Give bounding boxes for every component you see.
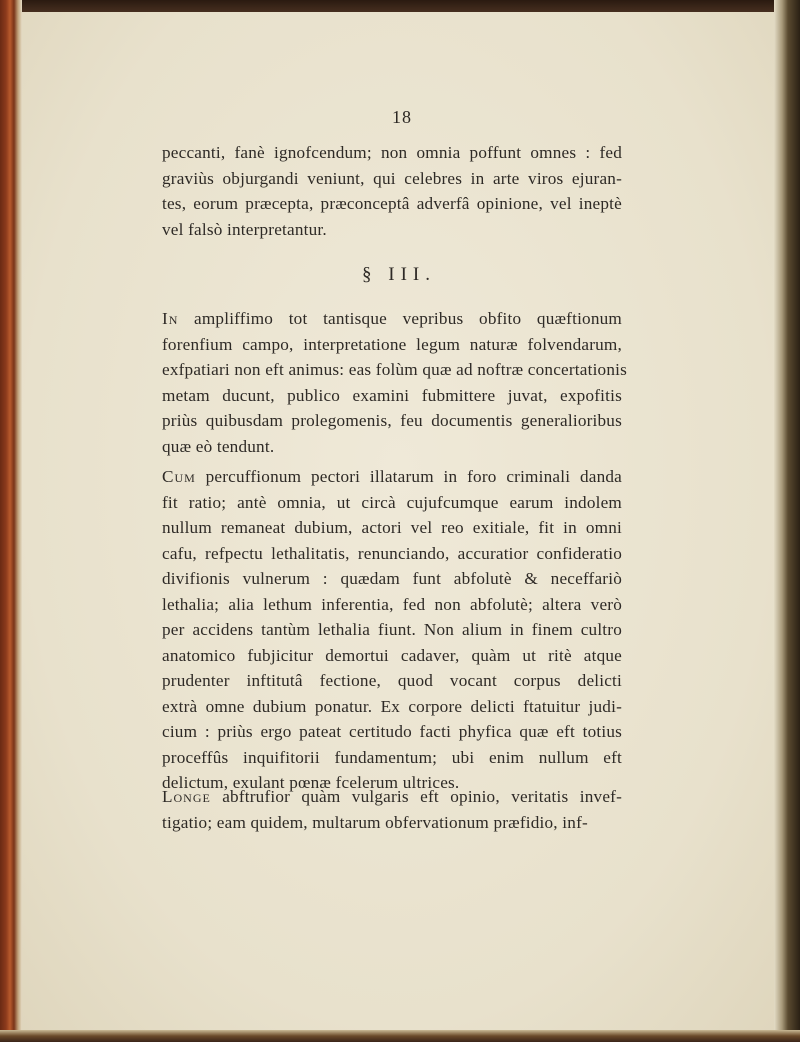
paragraph-1 — [162, 140, 622, 242]
text-line: vel falsò interpretantur. — [162, 219, 327, 239]
paragraph-2 — [162, 306, 628, 459]
text-line-rest: abftrufior quàm vulgaris eft opinio, veritatis invef- — [210, 787, 622, 806]
text-line: anatomico fubjicitur demortui cadaver, quàm ut ritè atque — [162, 645, 622, 665]
text-line-rest: ampliffimo tot tantisque vepribus obfito quæftionum — [178, 309, 622, 328]
lead-word: Cum — [162, 467, 196, 486]
text-line: peccanti, fanè ignofcendum; non omnia poffunt omnes : fed — [162, 143, 622, 162]
text-line: cium : priùs ergo pateat certitudo facti phyfica quæ eft totius — [162, 722, 622, 741]
page-number: 18 — [392, 107, 412, 127]
text-line: tes, eorum præcepta, præconceptâ adverfâ opinione, vel ineptè — [162, 194, 622, 213]
text-line: delictum, exulant pœnæ fcelerum ultrices. — [162, 773, 460, 792]
paragraph-4 — [162, 784, 622, 835]
text-line: graviùs objurgandi veniunt, qui celebres in arte viros ejuran- — [162, 168, 622, 188]
text-line: proceffûs inquifitorii fundamentum; ubi enim nullum eft — [162, 747, 622, 767]
text-line: forenfium campo, interpretatione legum naturæ folvendarum, — [162, 334, 622, 354]
text-line: fit ratio; antè omnia, ut circà cujufcumque earum indolem — [162, 492, 622, 512]
book-spine-edge — [0, 0, 22, 1042]
text-line: exfpatiari non eft animus: eas folùm quæ ad noftræ concertationis — [162, 360, 628, 379]
text-line — [162, 306, 622, 332]
section-heading: § III. — [362, 264, 436, 285]
text-line: lethalia; alia lethum inferentia, fed non abfolutè; altera verò — [162, 594, 622, 614]
book-bottom-edge — [0, 1030, 800, 1042]
lead-word: In — [162, 309, 179, 328]
text-line: divifionis vulnerum : quædam funt abfolutè & neceffariò — [162, 569, 622, 588]
text-line: quæ eò tendunt. — [162, 436, 275, 456]
text-line: per accidens tantùm lethalia fiunt. Non alium in finem cultro — [162, 620, 622, 639]
text-line: nullum remaneat dubium, actori vel reo exitiale, fit in omni — [162, 518, 622, 537]
text-line — [162, 464, 622, 490]
text-line: prudenter inftitutâ fectione, quod vocant corpus delicti — [162, 671, 622, 690]
book-page — [22, 12, 774, 1030]
text-line: priùs quibusdam prolegomenis, feu documentis generalioribus — [162, 411, 622, 430]
paragraph-3 — [162, 464, 622, 796]
text-line: tigatio; eam quidem, multarum obfervationum præfidio, inf- — [162, 812, 588, 832]
text-line-rest: percuffionum pectori illatarum in foro criminali danda — [195, 467, 622, 486]
text-line: extrà omne dubium ponatur. Ex corpore delicti ftatuitur judi- — [162, 696, 622, 716]
text-line: metam ducunt, publico examini fubmittere juvat, expofitis — [162, 385, 622, 405]
lead-word: Longe — [162, 787, 211, 806]
text-line: cafu, refpectu lethalitatis, renunciando, accuratior confideratio — [162, 543, 622, 563]
text-line — [162, 784, 622, 810]
book-fore-edge — [774, 0, 800, 1042]
